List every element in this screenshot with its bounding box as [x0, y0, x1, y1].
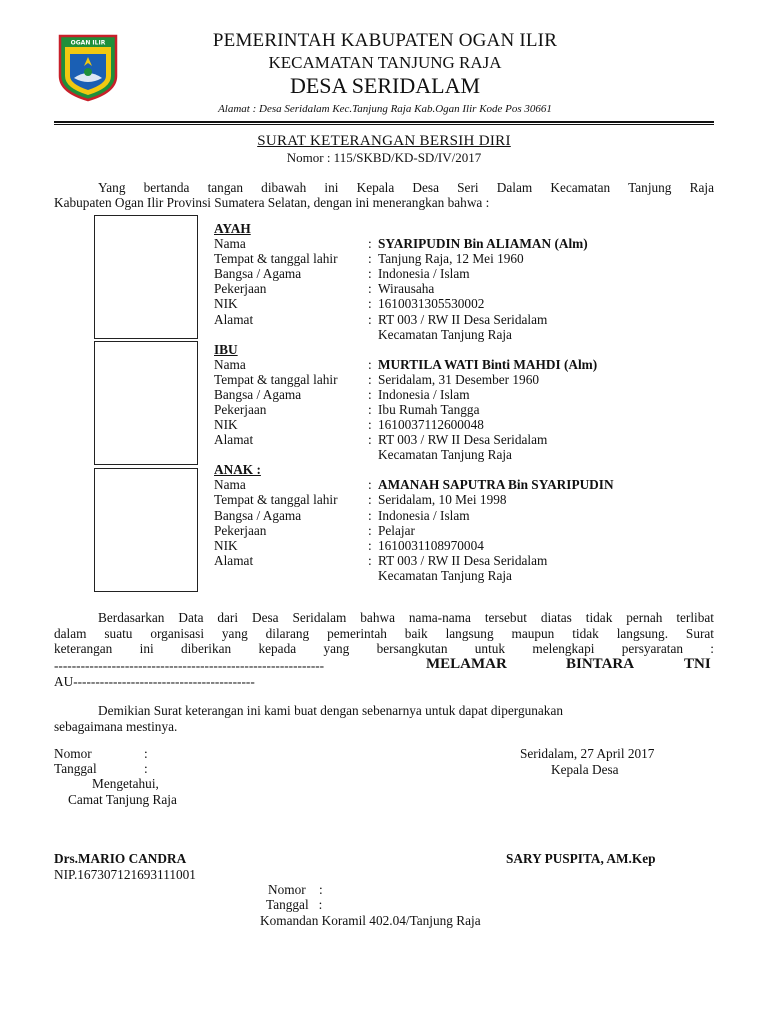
father-birth: Tanjung Raja, 12 Mei 1960 — [378, 251, 524, 266]
mother-birth: Seridalam, 31 Desember 1960 — [378, 372, 539, 387]
colon: : — [368, 402, 372, 417]
child-nation: Indonesia / Islam — [378, 508, 470, 523]
header-address: Alamat : Desa Seridalam Kec.Tanjung Raja Kab.Ogan Ilir Kode Pos 30661 — [218, 103, 552, 115]
body-dashes: ------------------------------------------------------------- — [54, 658, 325, 673]
colon: : — [368, 387, 372, 402]
mother-name: MURTILA WATI Binti MAHDI (Alm) — [378, 357, 598, 372]
purpose-word-1: MELAMAR — [426, 656, 507, 672]
label-birth: Tempat & tanggal lahir — [214, 372, 338, 387]
section-mother-heading: IBU — [214, 342, 238, 357]
header-government: PEMERINTAH KABUPATEN OGAN ILIR — [212, 30, 558, 51]
header-rule-thin — [54, 124, 714, 125]
camat-signatory-name: Drs.MARIO CANDRA — [54, 851, 187, 866]
koramil-title: Komandan Koramil 402.04/Tanjung Raja — [260, 913, 481, 928]
mother-nik: 1610037112600048 — [378, 417, 484, 432]
colon: : — [368, 296, 372, 311]
colon: : — [368, 281, 372, 296]
mother-nation: Indonesia / Islam — [378, 387, 470, 402]
mother-address-1: RT 003 / RW II Desa Seridalam — [378, 432, 548, 447]
colon: : — [368, 266, 372, 281]
label-name: Nama — [214, 357, 246, 372]
letter-title: SURAT KETERANGAN BERSIH DIRI — [257, 133, 511, 149]
footer-mengetahui: Mengetahui, — [92, 776, 159, 791]
father-address-2: Kecamatan Tanjung Raja — [378, 327, 512, 342]
intro-line-1: Yang bertanda tangan dibawah ini Kepala Desa Seri Dalam Kecamatan Tanjung Raja — [98, 180, 714, 195]
section-father-heading: AYAH — [214, 221, 251, 236]
body-line-5: AU----------------------------------------- — [54, 674, 255, 689]
footer-kepala-desa: Kepala Desa — [551, 762, 619, 777]
colon: : — [368, 492, 372, 507]
label-job: Pekerjaan — [214, 281, 267, 296]
body-line-3: keterangan ini diberikan kepada yang bersangkutan untuk melengkapi persyaratan : — [54, 641, 714, 656]
colon: : — [368, 508, 372, 523]
section-child-heading: ANAK : — [214, 462, 261, 477]
label-birth: Tempat & tanggal lahir — [214, 251, 338, 266]
mother-job: Ibu Rumah Tangga — [378, 402, 480, 417]
father-nation: Indonesia / Islam — [378, 266, 470, 281]
label-address: Alamat — [214, 432, 254, 447]
purpose-word-2: BINTARA — [566, 656, 635, 672]
footer-tanggal-colon: : — [144, 761, 148, 776]
child-nik: 1610031108970004 — [378, 538, 484, 553]
father-nik: 1610031305530002 — [378, 296, 485, 311]
header-village: DESA SERIDALAM — [289, 73, 481, 98]
photo-box-child — [94, 468, 198, 592]
father-address-1: RT 003 / RW II Desa Seridalam — [378, 312, 548, 327]
photo-box-mother — [94, 341, 198, 465]
colon: : — [368, 236, 372, 251]
colon: : — [368, 538, 372, 553]
colon: : — [368, 312, 372, 327]
label-nation: Bangsa / Agama — [214, 387, 302, 402]
label-nik: NIK — [214, 296, 238, 311]
label-nik: NIK — [214, 417, 238, 432]
child-name: AMANAH SAPUTRA Bin SYARIPUDIN — [378, 477, 614, 492]
father-name: SYARIPUDIN Bin ALIAMAN (Alm) — [378, 236, 588, 251]
kades-signatory-name: SARY PUSPITA, AM.Kep — [506, 851, 656, 866]
label-nation: Bangsa / Agama — [214, 266, 302, 281]
label-address: Alamat — [214, 553, 254, 568]
body-line-2: dalam suatu organisasi yang dilarang pemerintah baik langsung maupun tidak langsung. Surat — [54, 626, 714, 641]
label-nik: NIK — [214, 538, 238, 553]
label-job: Pekerjaan — [214, 523, 267, 538]
closing-line-2: sebagaimana mestinya. — [54, 719, 178, 734]
koramil-nomor: Nomor : — [268, 882, 323, 897]
mother-address-2: Kecamatan Tanjung Raja — [378, 447, 512, 462]
header-district: KECAMATAN TANJUNG RAJA — [268, 53, 502, 72]
purpose-word-3: TNI — [684, 656, 711, 672]
footer-place-date: Seridalam, 27 April 2017 — [520, 746, 655, 761]
label-name: Nama — [214, 477, 246, 492]
father-job: Wirausaha — [378, 281, 435, 296]
body-line-1: Berdasarkan Data dari Desa Seridalam bahwa nama-nama tersebut diatas tidak pernah terlibat — [98, 610, 714, 625]
colon: : — [368, 372, 372, 387]
intro-line-2: Kabupaten Ogan Ilir Provinsi Sumatera Selatan, dengan ini menerangkan bahwa : — [54, 195, 490, 210]
logo-text: OGAN ILIR — [70, 39, 106, 47]
header-rule-thick — [54, 121, 714, 123]
colon: : — [368, 523, 372, 538]
label-name: Nama — [214, 236, 246, 251]
colon: : — [368, 251, 372, 266]
colon: : — [368, 417, 372, 432]
child-birth: Seridalam, 10 Mei 1998 — [378, 492, 507, 507]
colon: : — [368, 477, 372, 492]
label-nation: Bangsa / Agama — [214, 508, 302, 523]
koramil-tanggal: Tanggal : — [266, 897, 323, 912]
colon: : — [368, 553, 372, 568]
label-address: Alamat — [214, 312, 254, 327]
label-birth: Tempat & tanggal lahir — [214, 492, 338, 507]
label-job: Pekerjaan — [214, 402, 267, 417]
footer-tanggal-label: Tanggal — [54, 761, 97, 776]
camat-signatory-nip: NIP.167307121693111001 — [54, 867, 196, 882]
child-job: Pelajar — [378, 523, 415, 538]
footer-nomor-colon: : — [144, 746, 148, 761]
photo-box-father — [94, 215, 198, 339]
letter-number: Nomor : 115/SKBD/KD-SD/IV/2017 — [286, 150, 482, 165]
colon: : — [368, 432, 372, 447]
colon: : — [368, 357, 372, 372]
child-address-1: RT 003 / RW II Desa Seridalam — [378, 553, 548, 568]
footer-camat-title: Camat Tanjung Raja — [68, 792, 177, 807]
closing-line-1: Demikian Surat keterangan ini kami buat dengan sebenarnya untuk dapat dipergunakan — [98, 703, 563, 718]
child-address-2: Kecamatan Tanjung Raja — [378, 568, 512, 583]
ogan-ilir-coat-of-arms-icon — [56, 32, 120, 102]
footer-nomor-label: Nomor — [54, 746, 92, 761]
